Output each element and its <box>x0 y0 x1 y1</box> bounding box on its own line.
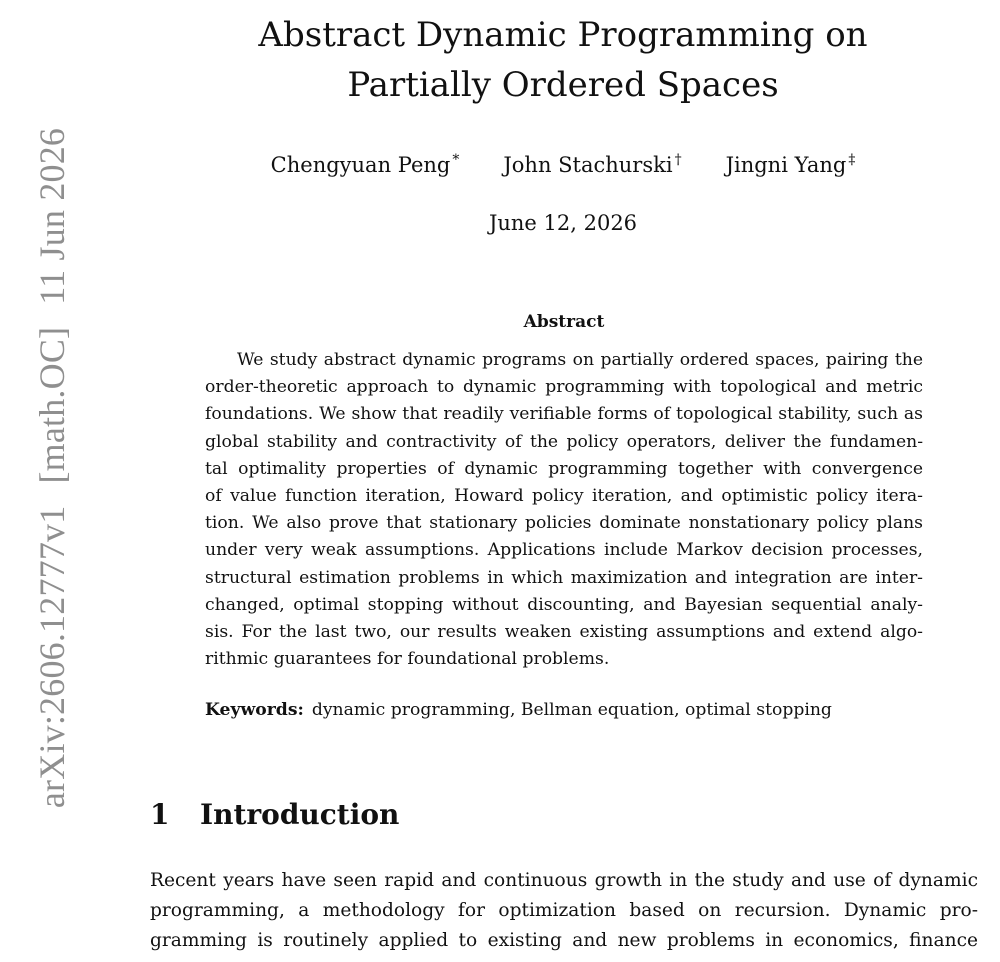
abstract-line: global stability and contractivity of the policy operators, deliver the fundamen- <box>205 431 923 452</box>
abstract-heading: Abstract <box>523 312 605 332</box>
section-number: 1 <box>150 798 170 831</box>
intro-line: gramming is routinely applied to existing and new problems in economics, finance <box>150 930 978 951</box>
author-footnote-mark: * <box>452 152 460 168</box>
section-heading <box>150 795 399 835</box>
abstract-line: foundations. We show that readily verifiable forms of topological stability, such as <box>205 404 923 425</box>
abstract-body <box>205 347 923 673</box>
author-footnote-mark: ‡ <box>848 152 856 168</box>
abstract-line: We study abstract dynamic programs on partially ordered spaces, pairing the <box>237 350 923 370</box>
intro-line: programming, a methodology for optimization based on recursion. Dynamic pro- <box>150 900 978 921</box>
abstract-line: under very weak assumptions. Applications include Markov decision processes, <box>205 540 923 561</box>
abstract-line: sis. For the last two, our results weaken existing assumptions and extend algo- <box>205 622 923 643</box>
arxiv-date: 11 Jun 2026 <box>32 127 72 305</box>
intro-line: Recent years have seen rapid and continuous growth in the study and use of dynamic <box>150 870 978 891</box>
author-name: Chengyuan Peng <box>270 153 451 177</box>
abstract-line: changed, optimal stopping without discounting, and Bayesian sequential analy- <box>205 594 923 615</box>
abstract-line: of value function iteration, Howard policy iteration, and optimistic policy itera- <box>205 486 923 507</box>
author-3 <box>726 145 856 180</box>
keywords-text: dynamic programming, Bellman equation, optimal stopping <box>311 700 832 720</box>
author-name: Jingni Yang <box>725 153 847 177</box>
abstract-line: tal optimality properties of dynamic programming together with convergence <box>205 458 923 479</box>
author-list <box>150 145 976 180</box>
keywords-label: Keywords: <box>205 700 304 720</box>
arxiv-id: arXiv:2606.12777v1 <box>32 505 72 809</box>
author-name: John Stachurski <box>503 153 673 177</box>
title-line-1: Abstract Dynamic Programming on <box>258 15 868 55</box>
author-footnote-mark: † <box>674 152 682 168</box>
keywords <box>205 697 923 723</box>
intro-paragraph <box>150 866 978 956</box>
abstract-line: rithmic guarantees for foundational problems. <box>205 649 610 670</box>
author-1 <box>271 145 460 180</box>
arxiv-category: [math.OC] <box>32 326 72 484</box>
paper-title <box>150 10 976 110</box>
arxiv-side-stamp <box>31 128 73 808</box>
abstract-line: tion. We also prove that stationary policies dominate nonstationary policy plans <box>205 513 923 534</box>
abstract-line: structural estimation problems in which maximization and integration are inter- <box>205 567 923 588</box>
author-2 <box>503 145 681 180</box>
section-title: Introduction <box>200 798 400 831</box>
paper-date: June 12, 2026 <box>488 211 638 235</box>
abstract-line: order-theoretic approach to dynamic programming with topological and metric <box>205 377 923 398</box>
title-line-2: Partially Ordered Spaces <box>347 65 779 105</box>
